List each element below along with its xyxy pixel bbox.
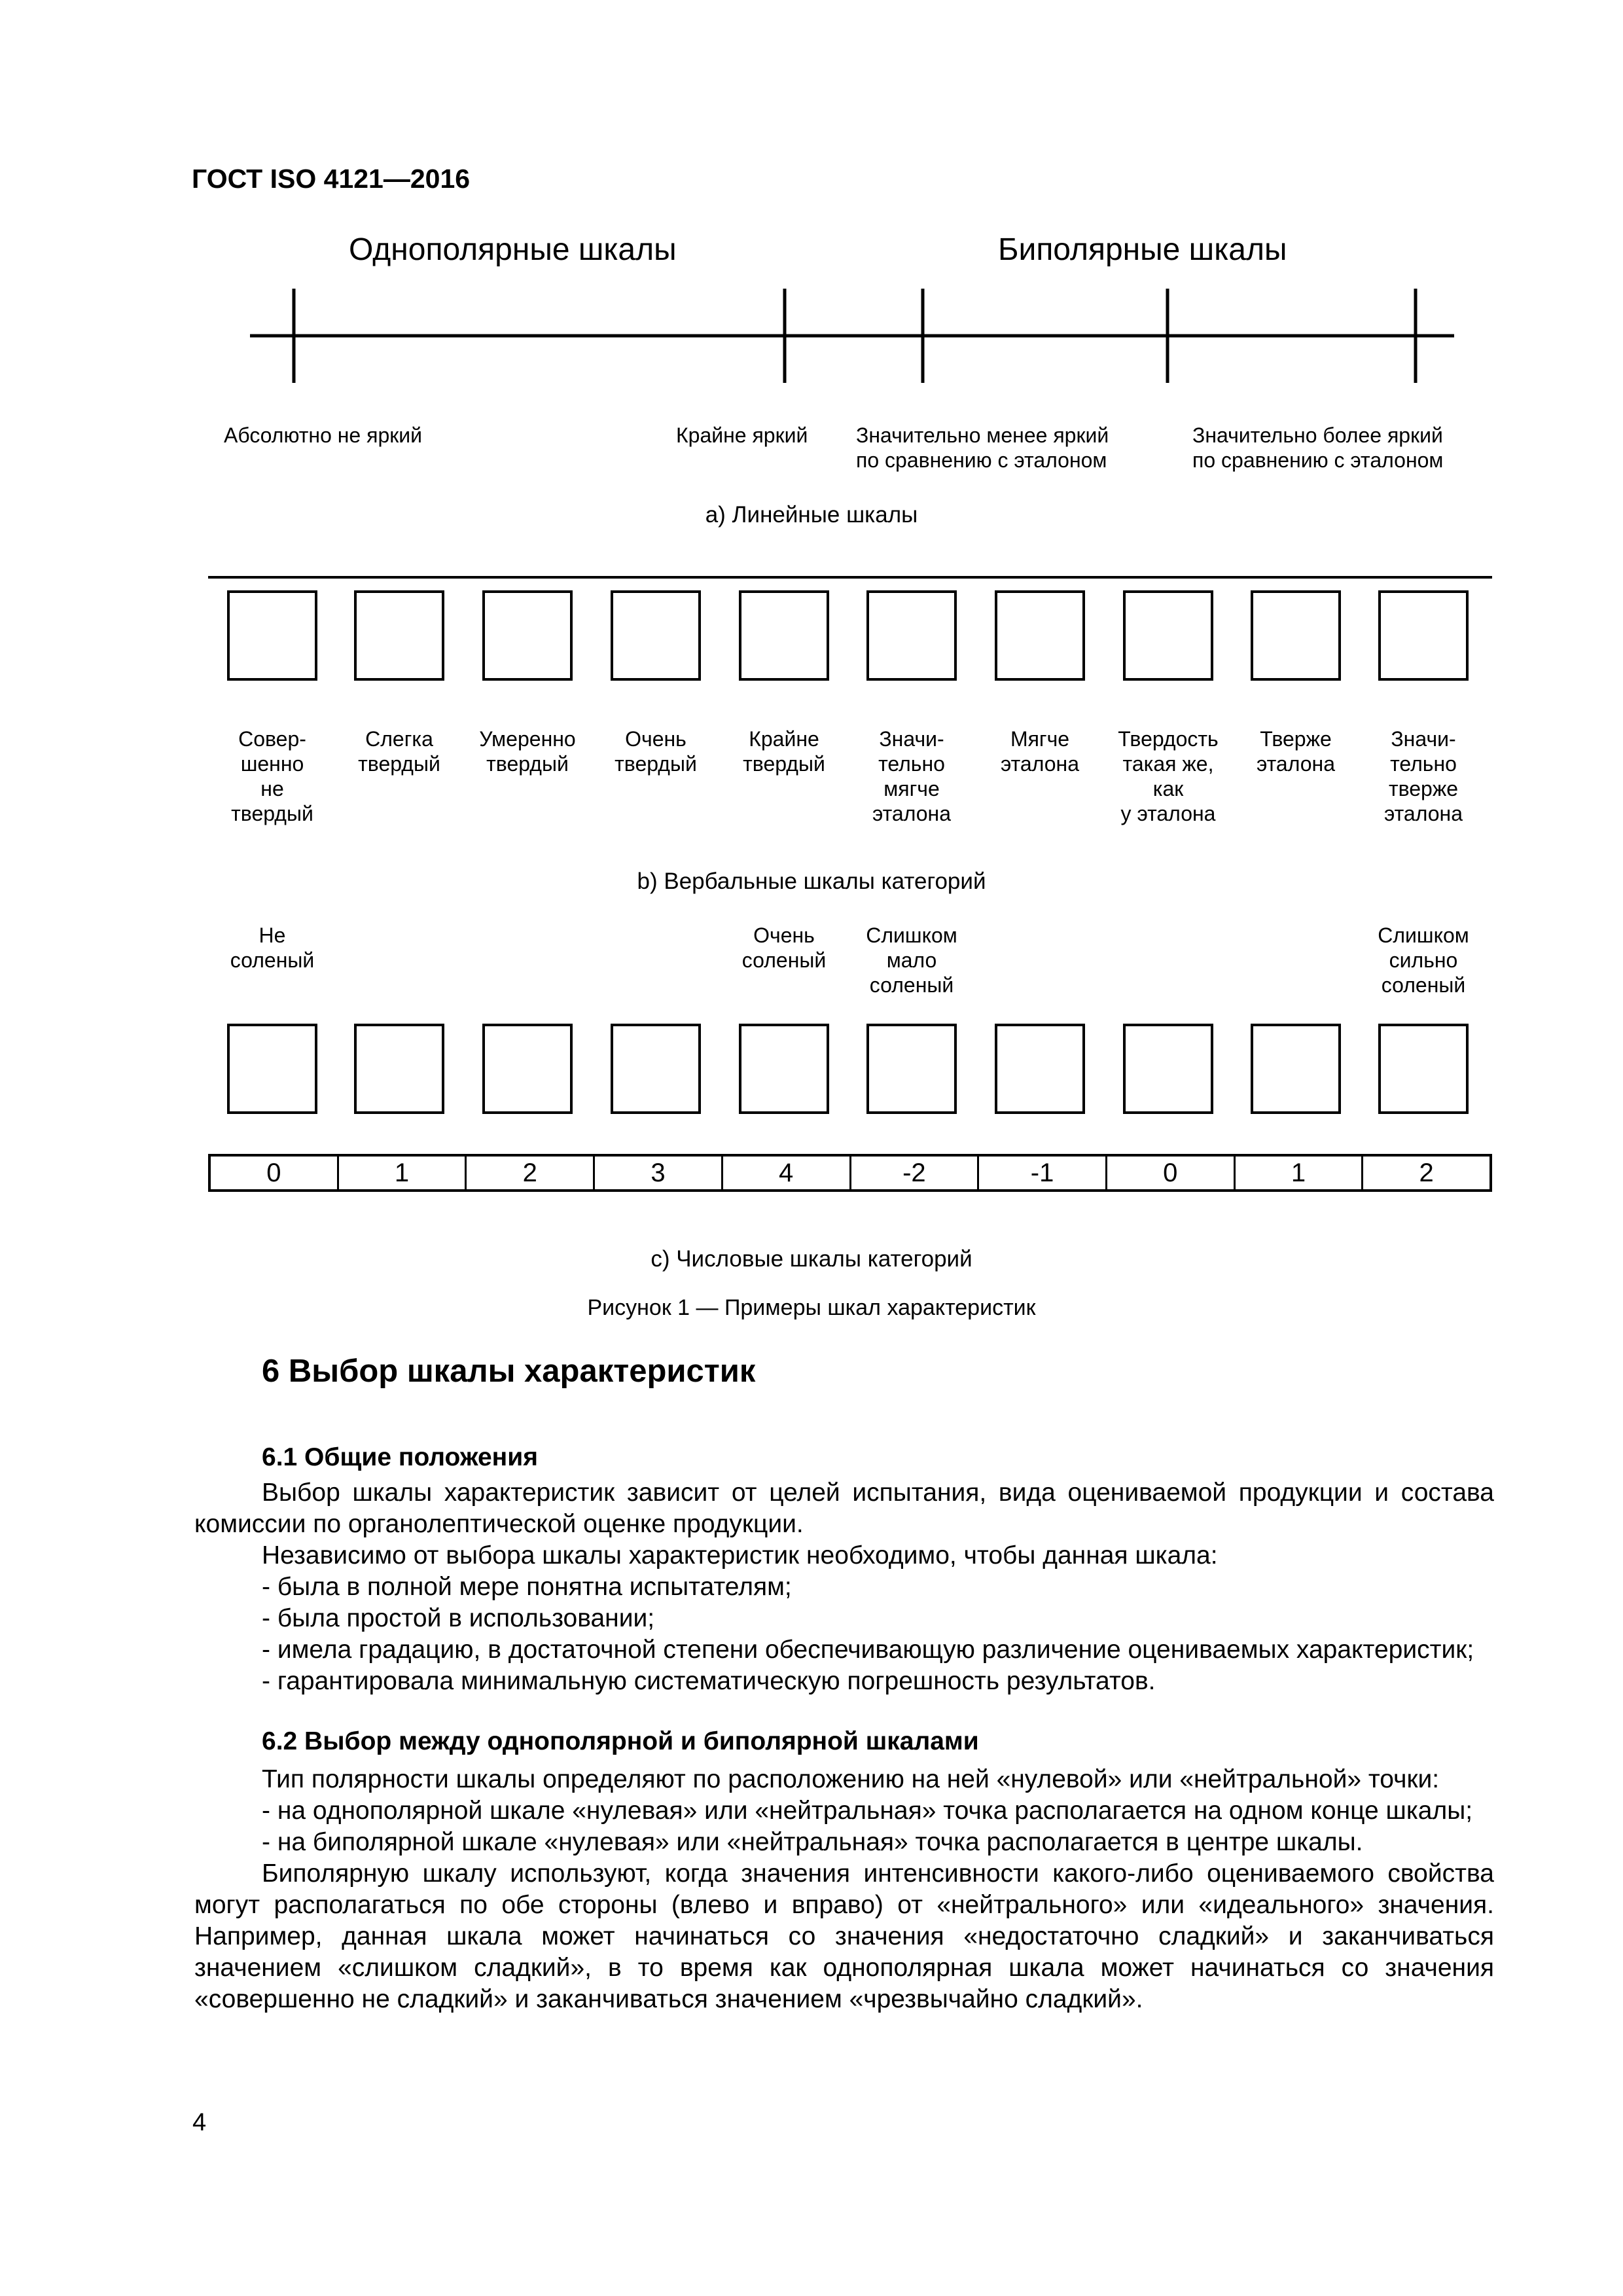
numeric-category-label — [722, 923, 846, 973]
numeric-value-cell: 4 — [723, 1157, 851, 1189]
verbal-category-label — [210, 726, 334, 826]
numeric-category-label-line: Слишком — [866, 924, 957, 947]
paragraph: Биполярную шкалу используют, когда значения интенсивности какого-либо оцениваемого свойства могут располагаться по обе стороны (влево и вправо) от «нейтрального» или «идеального» значения. Например, данная шкала может начинаться со значения «недостаточно сладкий» и заканчиваться значением «слишком сладкий», в то время как однополярная шкала может начинаться со значения «совершенно не сладкий» и заканчиваться значением «чрезвычайно сладкий». — [194, 1859, 1494, 2013]
numeric-value-cell: -1 — [979, 1157, 1107, 1189]
verbal-category-label-line: эталона — [1000, 752, 1079, 776]
linear-label-much-more-bright-cont: по сравнению с эталоном — [1192, 448, 1444, 472]
numeric-value-cell: 3 — [595, 1157, 723, 1189]
numeric-category-box[interactable] — [1123, 1024, 1213, 1114]
numeric-category-box[interactable] — [227, 1024, 317, 1114]
verbal-category-label-line: твердый — [231, 802, 313, 825]
numeric-category-box[interactable] — [995, 1024, 1085, 1114]
numeric-category-label-line: соленый — [741, 948, 827, 972]
verbal-category-label-line: тверже — [1388, 777, 1459, 800]
verbal-category-label-line: Значи- — [879, 727, 944, 751]
caption-linear: a) Линейные шкалы — [705, 502, 918, 528]
numeric-category-box[interactable] — [354, 1024, 444, 1114]
linear-label-much-less-bright-cont: по сравнению с эталоном — [856, 448, 1107, 472]
verbal-category-label-line: эталона — [1383, 802, 1463, 825]
verbal-category-label-line: мягче — [883, 777, 940, 800]
numeric-category-box[interactable] — [739, 1024, 829, 1114]
numeric-category-label — [1361, 923, 1486, 997]
numeric-value-cell: 1 — [1236, 1157, 1364, 1189]
list-item: - имела градацию, в достаточной степени обеспечивающую различение оцениваемых характеристик; — [262, 1636, 1474, 1664]
bipolar-title: Биполярные шкалы — [998, 232, 1287, 267]
verbal-category-box[interactable] — [995, 590, 1085, 681]
linear-label-much-more-bright: Значительно более яркий — [1192, 423, 1443, 447]
verbal-category-label — [849, 726, 974, 826]
linear-scales-drawing — [0, 0, 1623, 458]
numeric-category-box[interactable] — [866, 1024, 957, 1114]
section-6-1-text — [194, 1477, 1494, 1697]
numeric-category-label-line: Не — [259, 924, 286, 947]
paragraph: Выбор шкалы характеристик зависит от целей испытания, вида оцениваемой продукции и состава комиссии по органолептической оценке продукции. — [194, 1479, 1494, 1538]
section-heading: 6 Выбор шкалы характеристик — [262, 1354, 756, 1389]
numeric-category-label-line: соленый — [1381, 973, 1466, 997]
verbal-category-label-line: у эталона — [1120, 802, 1216, 825]
verbal-category-label-line: Твердость — [1118, 727, 1219, 751]
verbal-category-label-line: твердый — [615, 752, 697, 776]
list-item: - была простой в использовании; — [262, 1604, 655, 1632]
verbal-category-label-line: твердый — [358, 752, 440, 776]
verbal-category-box[interactable] — [1251, 590, 1341, 681]
caption-numeric: c) Числовые шкалы категорий — [651, 1246, 972, 1272]
numeric-category-box[interactable] — [1378, 1024, 1469, 1114]
numeric-value-cell: 2 — [467, 1157, 595, 1189]
list-item: - на однополярной шкале «нулевая» или «нейтральная» точка располагается на одном конце шкалы; — [262, 1797, 1473, 1825]
verbal-category-label-line: Умеренно — [479, 727, 576, 751]
verbal-category-box[interactable] — [227, 590, 317, 681]
verbal-category-label-line: тельно — [878, 752, 945, 776]
unipolar-title: Однополярные шкалы — [349, 232, 677, 267]
numeric-category-label-line: сильно — [1389, 948, 1458, 972]
numeric-category-box[interactable] — [482, 1024, 573, 1114]
verbal-category-label — [722, 726, 846, 776]
verbal-category-box[interactable] — [866, 590, 957, 681]
linear-label-much-less-bright: Значительно менее яркий — [856, 423, 1109, 447]
list-item: - на биполярной шкале «нулевая» или «нейтральная» точка располагается в центре шкалы. — [262, 1828, 1363, 1856]
verbal-category-label-line: твердый — [486, 752, 569, 776]
figure-title: Рисунок 1 — Примеры шкал характеристик — [587, 1295, 1036, 1320]
verbal-category-label-line: Крайне — [749, 727, 819, 751]
verbal-category-label-line: такая же, — [1122, 752, 1214, 776]
verbal-category-label-line: как — [1152, 777, 1184, 800]
verbal-category-label-line: эталона — [1256, 752, 1335, 776]
numeric-value-cell: -2 — [851, 1157, 980, 1189]
list-item: - была в полной мере понятна испытателям; — [262, 1573, 792, 1601]
numeric-values-row — [208, 1154, 1492, 1192]
verbal-category-label-line: Тверже — [1260, 727, 1332, 751]
numeric-category-box[interactable] — [611, 1024, 701, 1114]
subsection-heading-6-1: 6.1 Общие положения — [262, 1443, 538, 1471]
document-code: ГОСТ ISO 4121—2016 — [192, 164, 471, 194]
numeric-value-cell: 0 — [1107, 1157, 1236, 1189]
verbal-category-label — [1234, 726, 1358, 776]
verbal-category-label-line: эталона — [872, 802, 951, 825]
verbal-category-label-line: не — [260, 777, 284, 800]
verbal-category-label-line: Мягче — [1010, 727, 1070, 751]
numeric-category-box[interactable] — [1251, 1024, 1341, 1114]
verbal-category-box[interactable] — [354, 590, 444, 681]
verbal-category-box[interactable] — [611, 590, 701, 681]
verbal-category-label — [594, 726, 718, 776]
numeric-value-cell: 2 — [1419, 1158, 1434, 1187]
verbal-category-label — [337, 726, 461, 776]
numeric-category-label-line: мало — [886, 948, 937, 972]
linear-label-absolute-not-bright: Абсолютно не яркий — [224, 423, 422, 447]
page-number: 4 — [192, 2109, 207, 2136]
verbal-category-box[interactable] — [739, 590, 829, 681]
verbal-category-label — [465, 726, 590, 776]
numeric-category-label — [210, 923, 334, 973]
linear-label-extremely-bright: Крайне яркий — [676, 423, 808, 447]
verbal-category-box[interactable] — [482, 590, 573, 681]
numeric-category-label-line: соленый — [230, 948, 315, 972]
verbal-category-label — [978, 726, 1102, 776]
separator-line — [208, 576, 1492, 579]
numeric-value-cell: 0 — [211, 1157, 339, 1189]
list-item: - гарантировала минимальную систематическую погрешность результатов. — [262, 1667, 1156, 1695]
verbal-category-box[interactable] — [1123, 590, 1213, 681]
section-6-2-text — [194, 1764, 1494, 2015]
verbal-category-label-line: Очень — [625, 727, 687, 751]
verbal-category-label-line: тельно — [1390, 752, 1457, 776]
numeric-category-label-line: Слишком — [1378, 924, 1469, 947]
numeric-value-cell: 1 — [339, 1157, 467, 1189]
verbal-category-label-line: Слегка — [365, 727, 433, 751]
verbal-category-box[interactable] — [1378, 590, 1469, 681]
verbal-category-label-line: Совер- — [238, 727, 306, 751]
paragraph: Тип полярности шкалы определяют по расположению на ней «нулевой» или «нейтральной» точки: — [262, 1765, 1440, 1793]
caption-verbal: b) Вербальные шкалы категорий — [637, 869, 986, 894]
verbal-category-label — [1106, 726, 1230, 826]
paragraph: Независимо от выбора шкалы характеристик необходимо, чтобы данная шкала: — [262, 1541, 1218, 1570]
numeric-category-label-line: соленый — [869, 973, 954, 997]
verbal-category-label-line: Значи- — [1391, 727, 1456, 751]
verbal-category-label-line: шенно — [240, 752, 304, 776]
numeric-category-label — [849, 923, 974, 997]
verbal-category-label-line: твердый — [743, 752, 825, 776]
numeric-category-label-line: Очень — [753, 924, 815, 947]
verbal-category-label — [1361, 726, 1486, 826]
subsection-heading-6-2: 6.2 Выбор между однополярной и биполярной шкалами — [262, 1727, 979, 1755]
